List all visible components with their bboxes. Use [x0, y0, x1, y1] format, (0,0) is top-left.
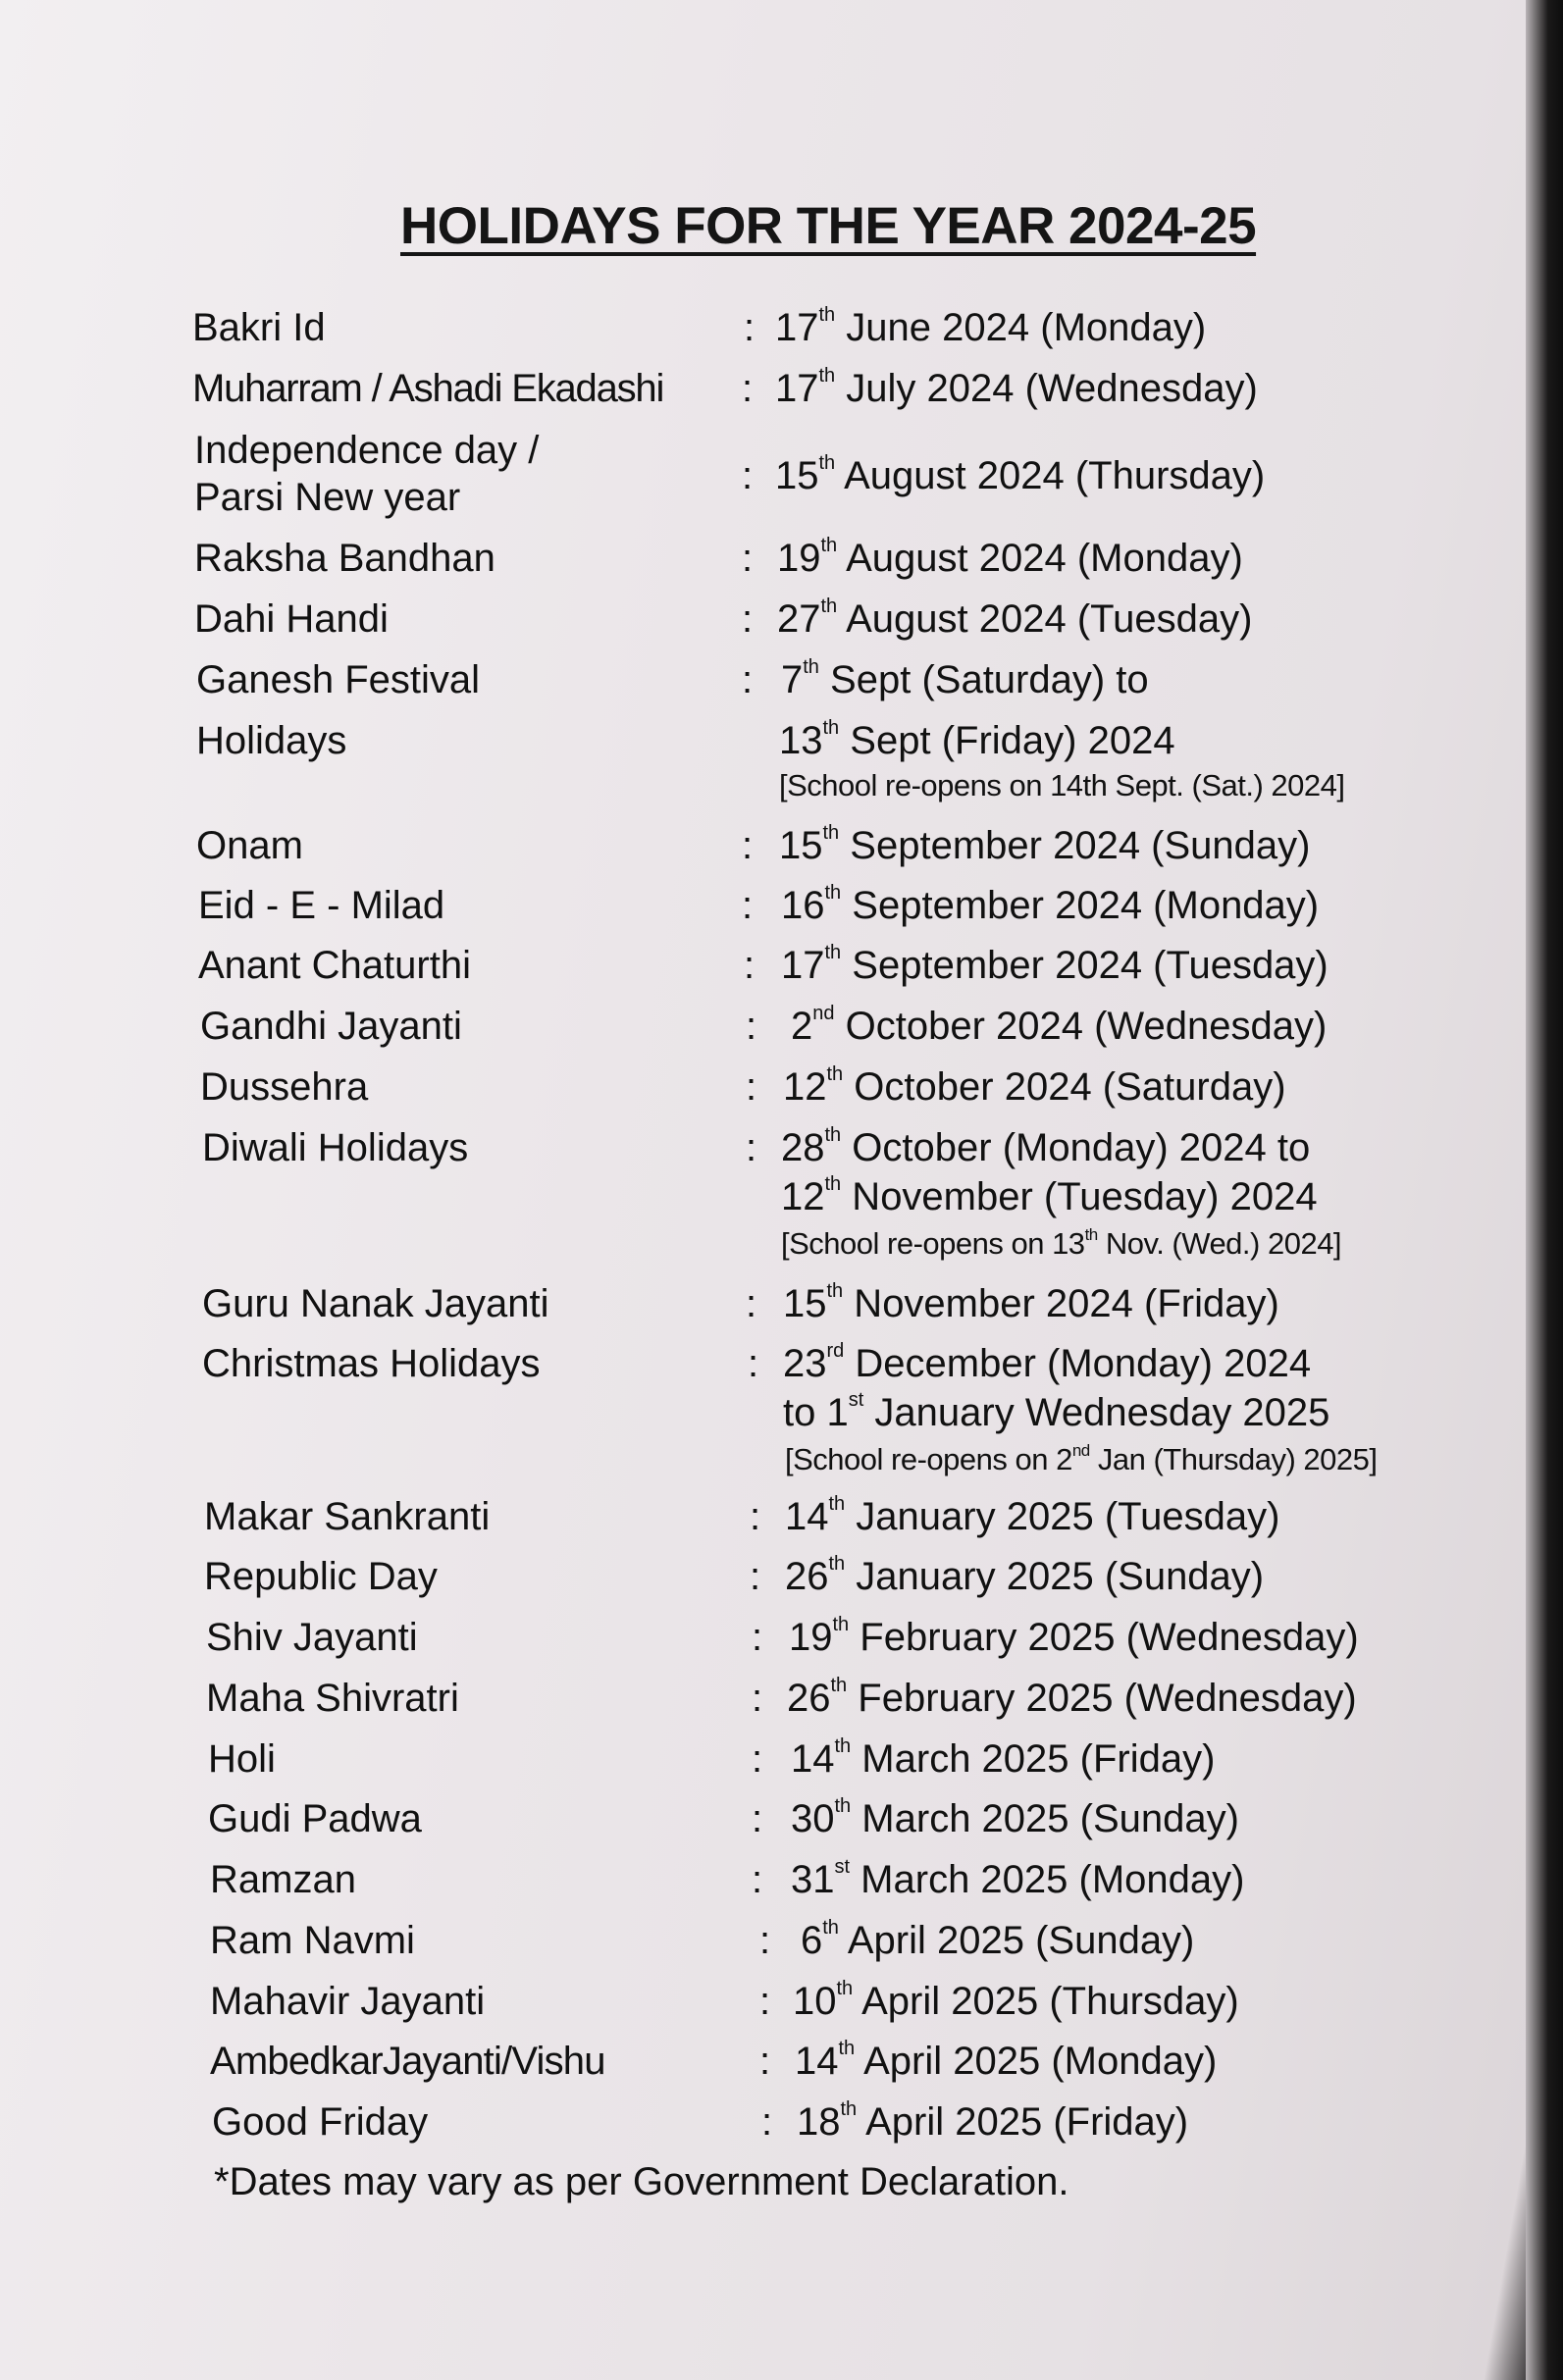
holiday-row — [192, 365, 1563, 426]
holiday-name: Good Friday — [212, 2100, 429, 2144]
holiday-date: 17th June 2024 (Monday) — [775, 304, 1207, 349]
colon-separator: : — [750, 1495, 761, 1538]
holiday-date: 31st March 2025 (Monday) — [791, 1856, 1245, 1901]
holiday-date: 16th September 2024 (Monday) — [781, 882, 1320, 927]
colon-separator: : — [742, 367, 754, 410]
school-reopen-note: [School re-opens on 14th Sept. (Sat.) 2024] — [779, 768, 1345, 802]
holiday-date: 6th April 2025 (Sunday) — [801, 1917, 1195, 1962]
colon-separator: : — [742, 597, 754, 641]
holiday-name: Gandhi Jayanti — [200, 1005, 462, 1048]
holiday-name: Guru Nanak Jayanti — [202, 1282, 549, 1325]
school-reopen-note: [School re-opens on 13th Nov. (Wed.) 2024] — [781, 1225, 1342, 1261]
holiday-date-line2: 13th Sept (Friday) 2024 — [779, 717, 1175, 762]
holiday-date-line2: 12th November (Tuesday) 2024 — [781, 1173, 1318, 1218]
holiday-row — [196, 656, 1563, 803]
holiday-date: 14th March 2025 (Friday) — [791, 1735, 1216, 1781]
colon-separator: : — [759, 1919, 771, 1962]
holiday-name: Ram Navmi — [210, 1919, 415, 1962]
colon-separator: : — [759, 1980, 771, 2023]
holiday-date: 12th October 2024 (Saturday) — [783, 1063, 1286, 1109]
school-reopen-note: [School re-opens on 2nd Jan (Thursday) 2025] — [785, 1441, 1378, 1476]
holiday-name: Mahavir Jayanti — [210, 1980, 486, 2023]
colon-separator: : — [752, 1858, 763, 1901]
holiday-name: Dahi Handi — [194, 597, 389, 641]
colon-separator: : — [744, 944, 755, 987]
holiday-name: Anant Chaturthi — [198, 944, 471, 987]
colon-separator: : — [746, 1126, 757, 1169]
holiday-row — [208, 1795, 1563, 1856]
holiday-name: Eid - E - Milad — [198, 884, 445, 927]
holiday-date-line2: to 1st January Wednesday 2025 — [783, 1389, 1330, 1434]
holiday-date: 26th February 2025 (Wednesday) — [787, 1675, 1357, 1720]
holiday-row — [194, 595, 1563, 656]
holiday-row — [198, 882, 1563, 943]
holiday-row — [202, 1280, 1563, 1341]
colon-separator: : — [742, 824, 754, 867]
holiday-row — [200, 1003, 1563, 1063]
colon-separator: : — [748, 1342, 759, 1385]
holiday-row — [210, 2038, 1563, 2098]
holiday-name: Ganesh Festival — [196, 658, 481, 701]
holiday-name: Shiv Jayanti — [206, 1616, 418, 1659]
holiday-name: Republic Day — [204, 1555, 438, 1598]
holiday-date: 30th March 2025 (Sunday) — [791, 1795, 1239, 1840]
holiday-date: 18th April 2025 (Friday) — [797, 2098, 1189, 2144]
holiday-row — [192, 304, 1563, 365]
holiday-name: Muharram / Ashadi Ekadashi — [192, 367, 664, 410]
colon-separator: : — [752, 1616, 763, 1659]
holiday-date: 26th January 2025 (Sunday) — [785, 1553, 1265, 1598]
holiday-name: Diwali Holidays — [202, 1126, 469, 1169]
holiday-row — [210, 1917, 1563, 1978]
holiday-name: Ramzan — [210, 1858, 356, 1901]
colon-separator: : — [742, 884, 754, 927]
holiday-row — [206, 1675, 1563, 1735]
holiday-row — [194, 535, 1563, 595]
holiday-date: 2nd October 2024 (Wednesday) — [791, 1003, 1328, 1048]
holiday-row — [212, 2098, 1563, 2159]
holiday-name: AmbedkarJayanti/Vishu — [210, 2040, 605, 2083]
holiday-date: 15th August 2024 (Thursday) — [775, 452, 1266, 497]
holiday-name: Onam — [196, 824, 303, 867]
holiday-name-line2: Holidays — [196, 719, 347, 762]
colon-separator: : — [742, 537, 754, 580]
footer-disclaimer: *Dates may vary as per Government Declaration. — [214, 2160, 1069, 2203]
colon-separator: : — [746, 1005, 757, 1048]
holiday-name: Raksha Bandhan — [194, 537, 495, 580]
colon-separator: : — [746, 1282, 757, 1325]
holiday-row — [202, 1340, 1563, 1487]
holiday-date: 27th August 2024 (Tuesday) — [777, 595, 1253, 641]
holiday-date: 17th September 2024 (Tuesday) — [781, 942, 1329, 987]
holiday-date: 23rd December (Monday) 2024 — [783, 1340, 1312, 1385]
holiday-row — [210, 1978, 1563, 2039]
holiday-date: 15th September 2024 (Sunday) — [779, 822, 1311, 867]
colon-separator: : — [761, 2100, 773, 2144]
holiday-name: Gudi Padwa — [208, 1797, 422, 1840]
holiday-date: 19th August 2024 (Monday) — [777, 535, 1243, 580]
holiday-date: 7th Sept (Saturday) to — [781, 656, 1149, 701]
holiday-row — [200, 1063, 1563, 1124]
holiday-date: 10th April 2025 (Thursday) — [793, 1978, 1239, 2023]
colon-separator: : — [759, 2040, 771, 2083]
colon-separator: : — [750, 1555, 761, 1598]
holiday-row — [208, 1735, 1563, 1796]
holiday-name: Holi — [208, 1737, 276, 1781]
holiday-date: 15th November 2024 (Friday) — [783, 1280, 1279, 1325]
colon-separator: : — [752, 1677, 763, 1720]
holiday-name: Makar Sankranti — [204, 1495, 491, 1538]
holiday-name: Bakri Id — [192, 306, 326, 349]
holiday-row — [204, 1493, 1563, 1554]
colon-separator: : — [752, 1797, 763, 1840]
holiday-name: Dussehra — [200, 1065, 369, 1109]
holiday-date: 14th January 2025 (Tuesday) — [785, 1493, 1280, 1538]
holiday-row — [210, 1856, 1563, 1917]
holiday-date: 19th February 2025 (Wednesday) — [789, 1614, 1359, 1659]
holiday-date: 14th April 2025 (Monday) — [795, 2038, 1218, 2083]
page-title: HOLIDAYS FOR THE YEAR 2024-25 — [400, 197, 1257, 255]
holiday-row — [196, 822, 1563, 883]
holiday-name: Christmas Holidays — [202, 1342, 541, 1385]
colon-separator: : — [752, 1737, 763, 1781]
colon-separator: : — [742, 658, 754, 701]
holiday-name: Maha Shivratri — [206, 1677, 459, 1720]
colon-separator: : — [746, 1065, 757, 1109]
holiday-date: 28th October (Monday) 2024 to — [781, 1124, 1311, 1169]
holiday-row — [194, 427, 1563, 525]
holiday-name-line2: Parsi New year — [194, 476, 461, 519]
colon-separator: : — [742, 454, 754, 497]
holiday-name: Independence day / — [194, 429, 540, 472]
holiday-row — [204, 1553, 1563, 1614]
colon-separator: : — [744, 306, 755, 349]
holiday-row — [198, 942, 1563, 1003]
holiday-row — [206, 1614, 1563, 1675]
holiday-row — [202, 1124, 1563, 1271]
holiday-date: 17th July 2024 (Wednesday) — [775, 365, 1258, 410]
